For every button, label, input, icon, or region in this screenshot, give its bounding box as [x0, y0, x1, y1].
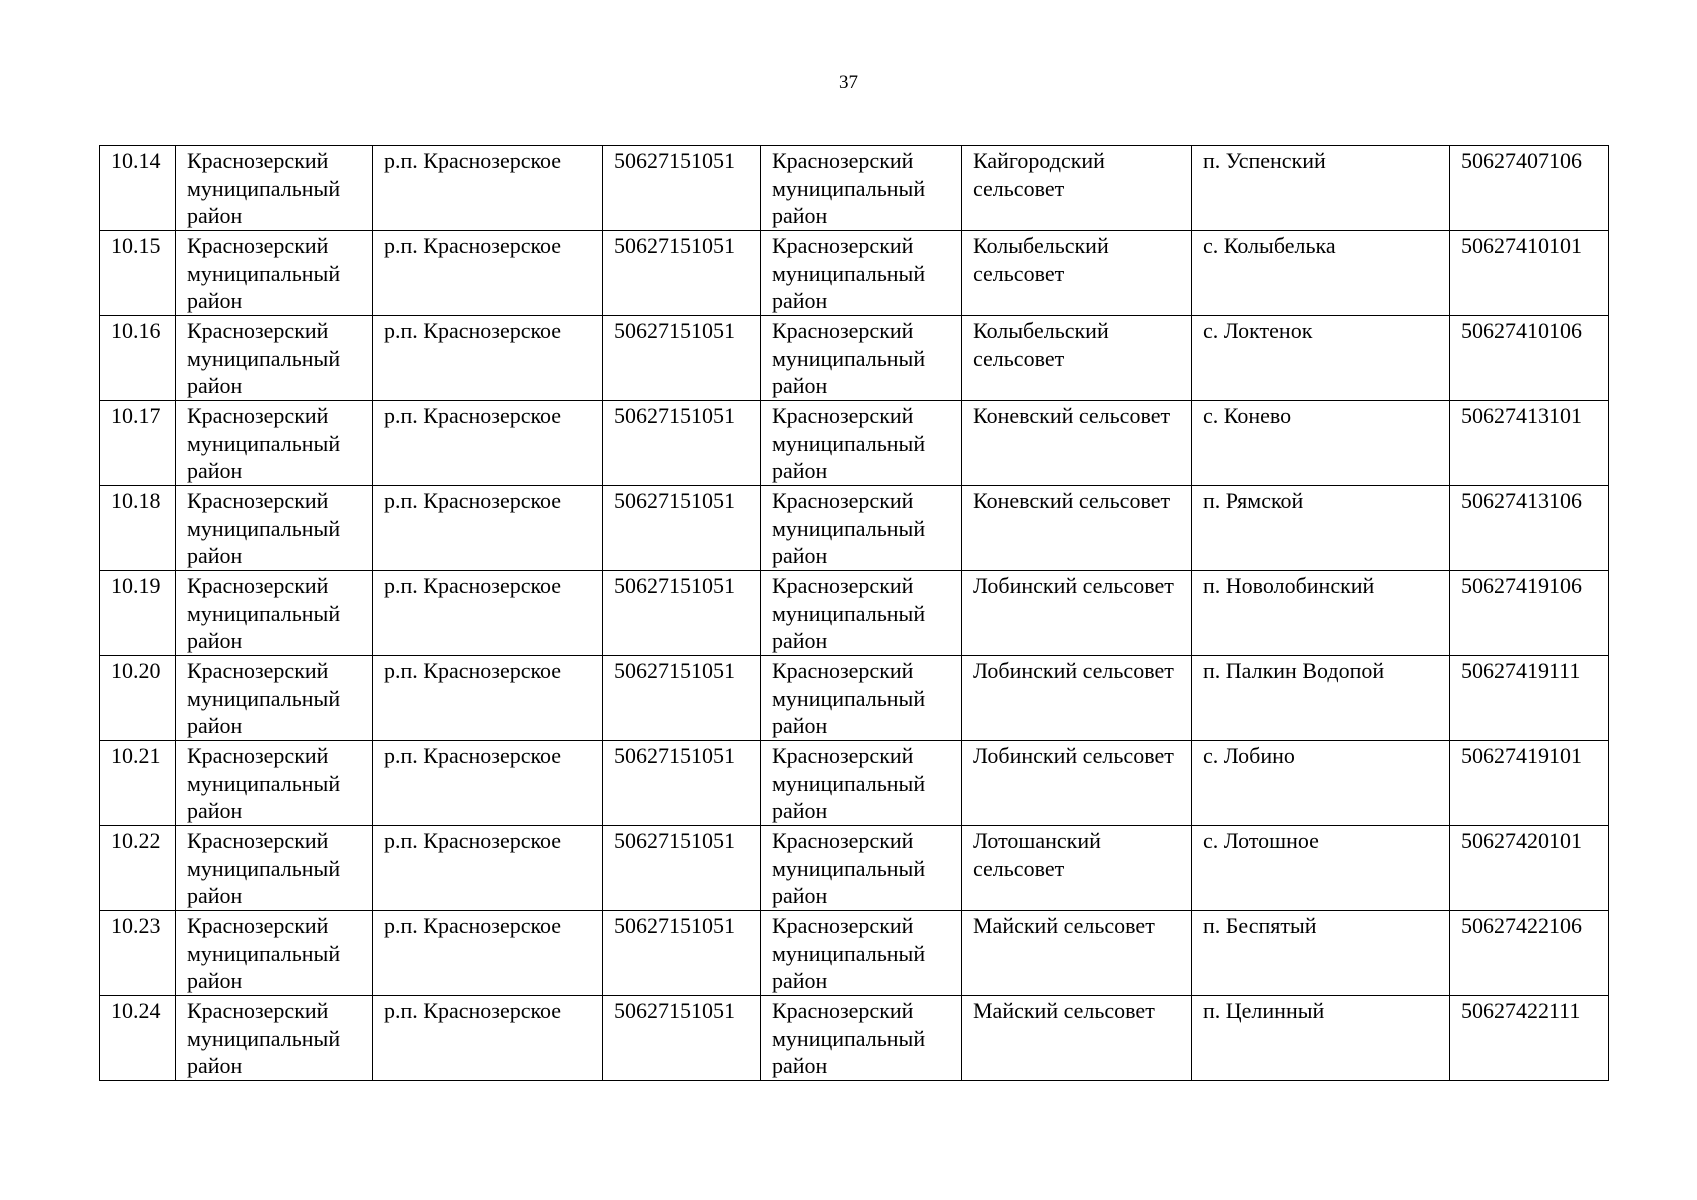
settlement-council-cell: Кайгородский сельсовет	[962, 146, 1192, 231]
settlements-table	[99, 145, 1609, 1081]
municipality-cell: Краснозерский муниципальный район	[761, 911, 962, 996]
settlement-council-cell: Колыбельский сельсовет	[962, 231, 1192, 316]
administrative-center-cell: р.п. Краснозерское	[373, 826, 603, 911]
administrative-center-cell: р.п. Краснозерское	[373, 741, 603, 826]
row-number-cell: 10.17	[100, 401, 176, 486]
settlement-council-cell: Колыбельский сельсовет	[962, 316, 1192, 401]
center-oktmo-cell: 50627151051	[603, 571, 761, 656]
municipality-cell: Краснозерский муниципальный район	[761, 656, 962, 741]
settlement-council-cell: Коневский сельсовет	[962, 486, 1192, 571]
settlement-oktmo-cell: 50627420101	[1450, 826, 1609, 911]
table-row	[100, 741, 1609, 826]
center-oktmo-cell: 50627151051	[603, 656, 761, 741]
table-row	[100, 911, 1609, 996]
table-row	[100, 146, 1609, 231]
settlement-cell: п. Целинный	[1192, 996, 1450, 1081]
settlement-oktmo-cell: 50627419111	[1450, 656, 1609, 741]
district-cell: Краснозерский муниципальный район	[176, 996, 373, 1081]
settlement-cell: п. Палкин Водопой	[1192, 656, 1450, 741]
district-cell: Краснозерский муниципальный район	[176, 571, 373, 656]
settlement-council-cell: Майский сельсовет	[962, 996, 1192, 1081]
center-oktmo-cell: 50627151051	[603, 231, 761, 316]
district-cell: Краснозерский муниципальный район	[176, 316, 373, 401]
municipality-cell: Краснозерский муниципальный район	[761, 401, 962, 486]
municipality-cell: Краснозерский муниципальный район	[761, 486, 962, 571]
table-row	[100, 231, 1609, 316]
settlement-council-cell: Лобинский сельсовет	[962, 656, 1192, 741]
center-oktmo-cell: 50627151051	[603, 486, 761, 571]
district-cell: Краснозерский муниципальный район	[176, 231, 373, 316]
settlement-cell: с. Локтенок	[1192, 316, 1450, 401]
settlement-cell: п. Успенский	[1192, 146, 1450, 231]
row-number-cell: 10.20	[100, 656, 176, 741]
settlement-oktmo-cell: 50627413101	[1450, 401, 1609, 486]
row-number-cell: 10.24	[100, 996, 176, 1081]
table-row	[100, 486, 1609, 571]
administrative-center-cell: р.п. Краснозерское	[373, 571, 603, 656]
settlement-oktmo-cell: 50627419106	[1450, 571, 1609, 656]
settlement-council-cell: Лотошанский сельсовет	[962, 826, 1192, 911]
table-row	[100, 996, 1609, 1081]
row-number-cell: 10.18	[100, 486, 176, 571]
settlement-council-cell: Майский сельсовет	[962, 911, 1192, 996]
table-row	[100, 826, 1609, 911]
district-cell: Краснозерский муниципальный район	[176, 146, 373, 231]
center-oktmo-cell: 50627151051	[603, 316, 761, 401]
municipality-cell: Краснозерский муниципальный район	[761, 571, 962, 656]
row-number-cell: 10.21	[100, 741, 176, 826]
settlement-oktmo-cell: 50627410101	[1450, 231, 1609, 316]
center-oktmo-cell: 50627151051	[603, 826, 761, 911]
settlement-council-cell: Лобинский сельсовет	[962, 741, 1192, 826]
district-cell: Краснозерский муниципальный район	[176, 911, 373, 996]
center-oktmo-cell: 50627151051	[603, 996, 761, 1081]
settlement-cell: с. Конево	[1192, 401, 1450, 486]
settlement-cell: с. Лотошное	[1192, 826, 1450, 911]
row-number-cell: 10.14	[100, 146, 176, 231]
settlement-council-cell: Лобинский сельсовет	[962, 571, 1192, 656]
settlement-oktmo-cell: 50627410106	[1450, 316, 1609, 401]
settlement-oktmo-cell: 50627422106	[1450, 911, 1609, 996]
settlement-oktmo-cell: 50627419101	[1450, 741, 1609, 826]
table-row	[100, 656, 1609, 741]
district-cell: Краснозерский муниципальный район	[176, 486, 373, 571]
settlement-oktmo-cell: 50627413106	[1450, 486, 1609, 571]
row-number-cell: 10.19	[100, 571, 176, 656]
municipality-cell: Краснозерский муниципальный район	[761, 231, 962, 316]
district-cell: Краснозерский муниципальный район	[176, 741, 373, 826]
table-row	[100, 571, 1609, 656]
page-number: 37	[839, 72, 858, 93]
administrative-center-cell: р.п. Краснозерское	[373, 656, 603, 741]
administrative-center-cell: р.п. Краснозерское	[373, 486, 603, 571]
settlement-cell: п. Рямской	[1192, 486, 1450, 571]
row-number-cell: 10.16	[100, 316, 176, 401]
center-oktmo-cell: 50627151051	[603, 401, 761, 486]
row-number-cell: 10.22	[100, 826, 176, 911]
municipality-cell: Краснозерский муниципальный район	[761, 826, 962, 911]
settlement-oktmo-cell: 50627422111	[1450, 996, 1609, 1081]
settlement-oktmo-cell: 50627407106	[1450, 146, 1609, 231]
row-number-cell: 10.23	[100, 911, 176, 996]
row-number-cell: 10.15	[100, 231, 176, 316]
center-oktmo-cell: 50627151051	[603, 146, 761, 231]
table-row	[100, 316, 1609, 401]
table-row	[100, 401, 1609, 486]
district-cell: Краснозерский муниципальный район	[176, 826, 373, 911]
administrative-center-cell: р.п. Краснозерское	[373, 316, 603, 401]
administrative-center-cell: р.п. Краснозерское	[373, 911, 603, 996]
district-cell: Краснозерский муниципальный район	[176, 656, 373, 741]
municipality-cell: Краснозерский муниципальный район	[761, 741, 962, 826]
settlement-cell: п. Новолобинский	[1192, 571, 1450, 656]
administrative-center-cell: р.п. Краснозерское	[373, 231, 603, 316]
municipality-cell: Краснозерский муниципальный район	[761, 316, 962, 401]
administrative-center-cell: р.п. Краснозерское	[373, 146, 603, 231]
district-cell: Краснозерский муниципальный район	[176, 401, 373, 486]
settlement-cell: с. Лобино	[1192, 741, 1450, 826]
municipality-cell: Краснозерский муниципальный район	[761, 146, 962, 231]
settlement-cell: с. Колыбелька	[1192, 231, 1450, 316]
administrative-center-cell: р.п. Краснозерское	[373, 401, 603, 486]
center-oktmo-cell: 50627151051	[603, 911, 761, 996]
center-oktmo-cell: 50627151051	[603, 741, 761, 826]
municipality-cell: Краснозерский муниципальный район	[761, 996, 962, 1081]
table-body	[100, 146, 1609, 1081]
settlement-cell: п. Беспятый	[1192, 911, 1450, 996]
settlement-council-cell: Коневский сельсовет	[962, 401, 1192, 486]
administrative-center-cell: р.п. Краснозерское	[373, 996, 603, 1081]
